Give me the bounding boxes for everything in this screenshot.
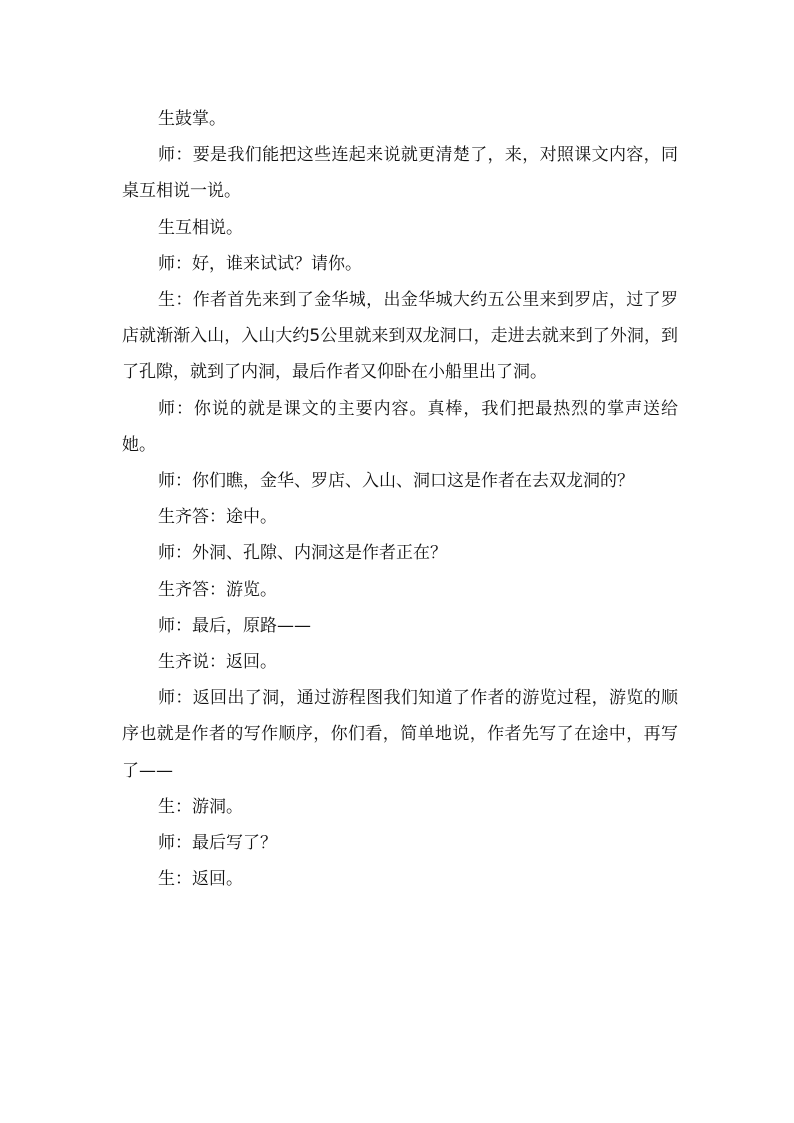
paragraph-4: 师：好，谁来试试？请你。	[158, 253, 362, 274]
paragraph-3: 生互相说。	[158, 217, 243, 238]
paragraph-14: 生：游洞。	[158, 796, 243, 817]
paragraph-10: 生齐答：游览。	[158, 579, 277, 600]
paragraph-2: 师：要是我们能把这些连起来说就更清楚了，来，对照课文内容，同桌互相说一说。	[122, 145, 678, 202]
paragraph-6: 师：你说的就是课文的主要内容。真棒，我们把最热烈的掌声送给她。	[122, 398, 678, 455]
paragraph-1: 生鼓掌。	[158, 109, 226, 129]
document-body	[122, 101, 678, 897]
paragraph-15: 师：最后写了？	[158, 833, 277, 854]
paragraph-12: 生齐说：返回。	[158, 652, 277, 673]
paragraph-16: 生：返回。	[158, 869, 243, 890]
paragraph-9: 师：外洞、孔隙、内洞这是作者正在？	[158, 543, 447, 564]
paragraph-8: 生齐答：途中。	[158, 507, 277, 528]
paragraph-13: 师：返回出了洞，通过游程图我们知道了作者的游览过程，游览的顺序也就是作者的写作顺序，你们看，简单地说，作者先写了在途中，再写了——	[122, 688, 678, 781]
paragraph-7: 师：你们瞧，金华、罗店、入山、洞口这是作者在去双龙洞的？	[158, 471, 634, 492]
paragraph-5: 生：作者首先来到了金华城，出金华城大约五公里来到罗店，过了罗店就渐渐入山，入山大约5公里就来到双龙洞口，走进去就来到了外洞，到了孔隙，就到了内洞，最后作者又仰卧在小船里出了洞。	[122, 290, 678, 383]
paragraph-11: 师：最后，原路——	[158, 615, 311, 636]
